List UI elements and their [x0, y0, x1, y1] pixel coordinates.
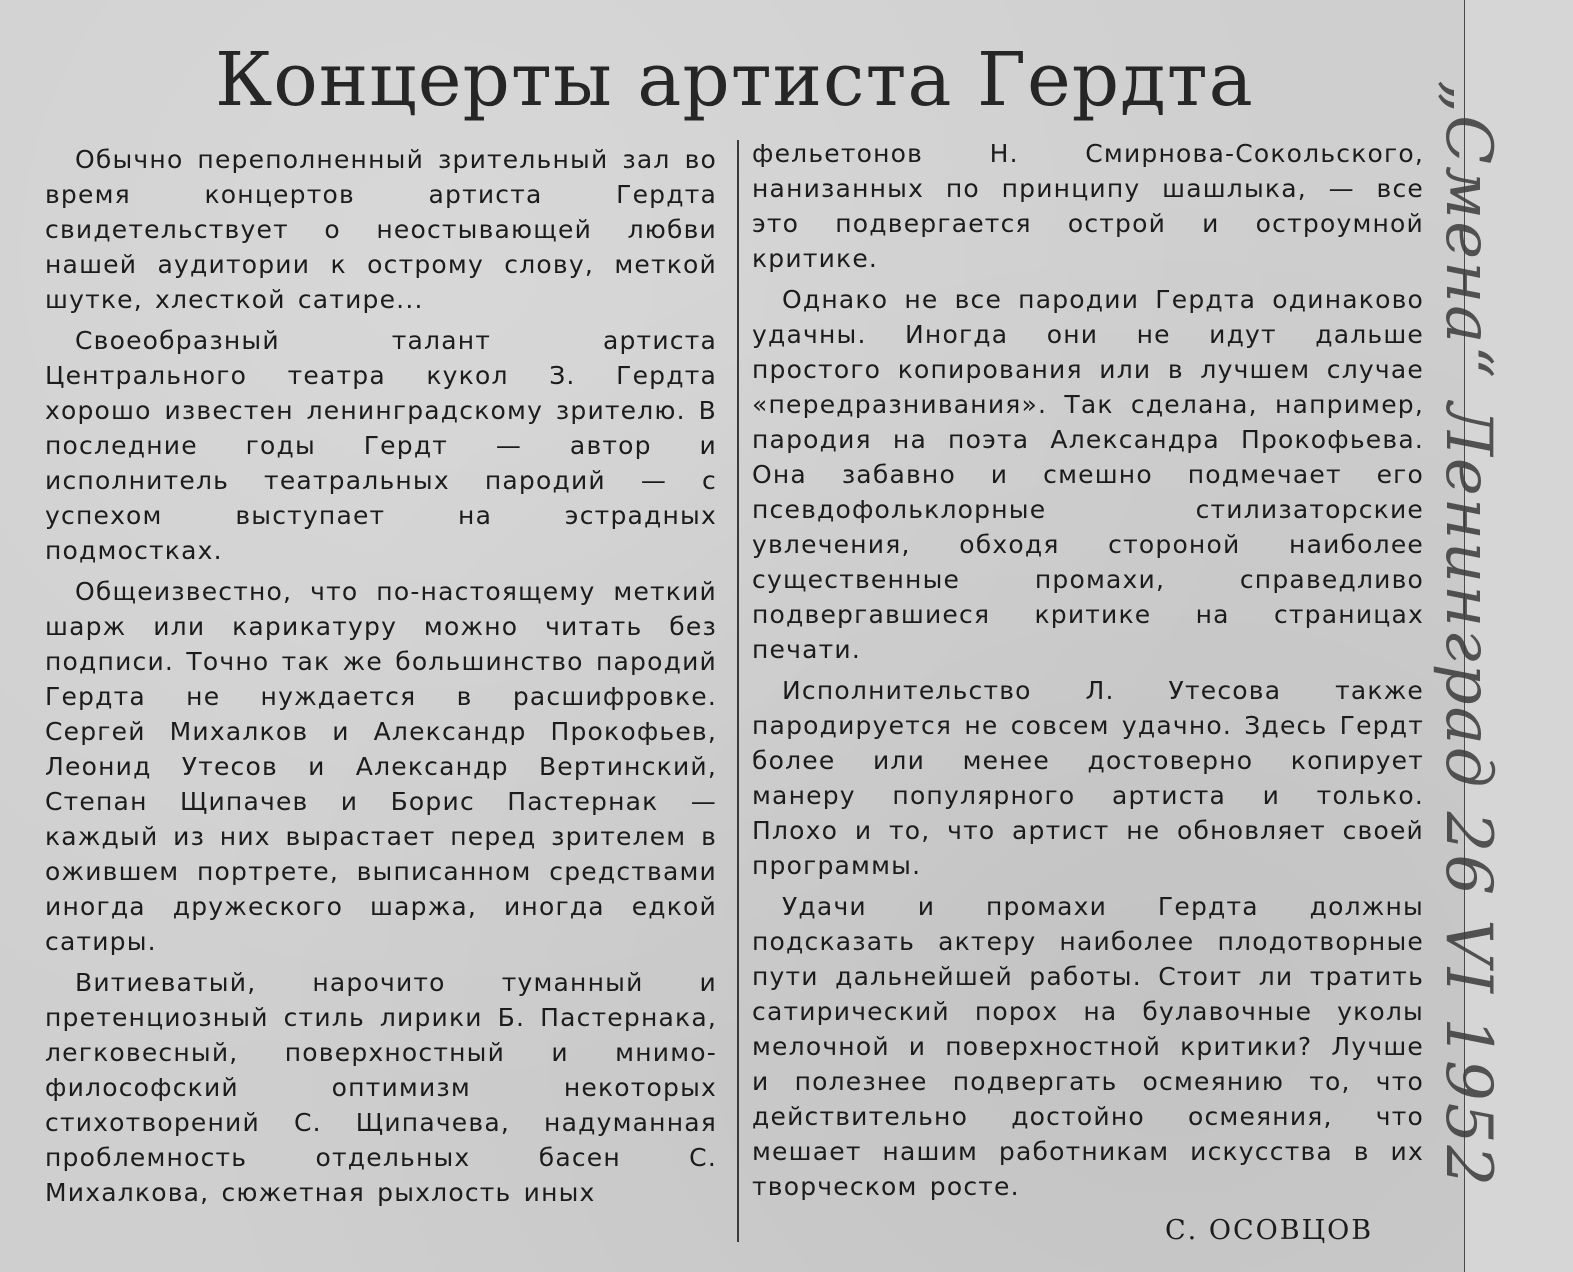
paragraph: Обычно переполненный зрительный зал во время концертов артиста Гердта свидетельствует о неостывающей любви нашей аудитории к острому слову, меткой шутке, хлесткой сатире... [45, 145, 717, 314]
paragraph: Однако не все пародии Гердта одинаково удачны. Иногда они не идут дальше простого копирования или в лучшем случае «передразнивания». Так сделана, например, пародия на поэта Александра Прокофьева. Она забавно и смешно подмечает его псевдофольклорные стилизаторские увлечения, обходя стороной наиболее существенные промахи, справедливо подвергавшиеся критике на страницах печати. [752, 285, 1424, 664]
article-right-column [752, 136, 1424, 1210]
author-byline: С. ОСОВЦОВ [1165, 1215, 1374, 1246]
paragraph: Своеобразный талант артиста Центрального театра кукол З. Гердта хорошо известен ленинградскому зрителю. В последние годы Гердт — автор и исполнитель театральных пародий — с успехом выступает на эстрадных подмостках. [45, 326, 717, 565]
paragraph: Общеизвестно, что по-настоящему меткий шарж или карикатуру можно читать без подписи. Точно так же большинство пародий Гердта не нуждается в расшифровке. Сергей Михалков и Александр Прокофьев, Леонид Утесов и Александр Вертинский, Степан Щипачев и Борис Пастернак — каждый из них вырастает перед зрителем в ожившем портрете, выписанном средствами иногда дружеского шаржа, иногда едкой сатиры. [45, 577, 717, 956]
column-divider [737, 140, 739, 1242]
handwritten-source-note: „Смена“ Ленинград 26 VI 1952 [1431, 80, 1505, 1189]
article-left-column [45, 142, 717, 1216]
paragraph: Удачи и промахи Гердта должны подсказать актеру наиболее плодотворные пути дальнейшей работы. Стоит ли тратить сатирический порох на булавочные уколы мелочной и поверхностной критики? Лучше и полезнее подвергать осмеянию то, что действительно достойно осмеяния, что мешает нашим работникам искусства в их творческом росте. [752, 892, 1424, 1201]
paragraph: Исполнительство Л. Утесова также пародируется не совсем удачно. Здесь Гердт более или менее достоверно копирует манеру популярного артиста и только. Плохо и то, что артист не обновляет своей программы. [752, 676, 1424, 880]
paragraph: Витиеватый, нарочито туманный и претенциозный стиль лирики Б. Пастернака, легковесный, поверхностный и мнимо-философский оптимизм некоторых стихотворений С. Щипачева, надуманная проблемность отдельных басен С. Михалкова, сюжетная рыхлость иных [45, 968, 717, 1207]
paragraph: фельетонов Н. Смирнова-Сокольского, нанизанных по принципу шашлыка, — все это подвергается острой и остроумной критике. [752, 139, 1424, 273]
article-headline: Концерты артиста Гердта [215, 37, 1254, 123]
